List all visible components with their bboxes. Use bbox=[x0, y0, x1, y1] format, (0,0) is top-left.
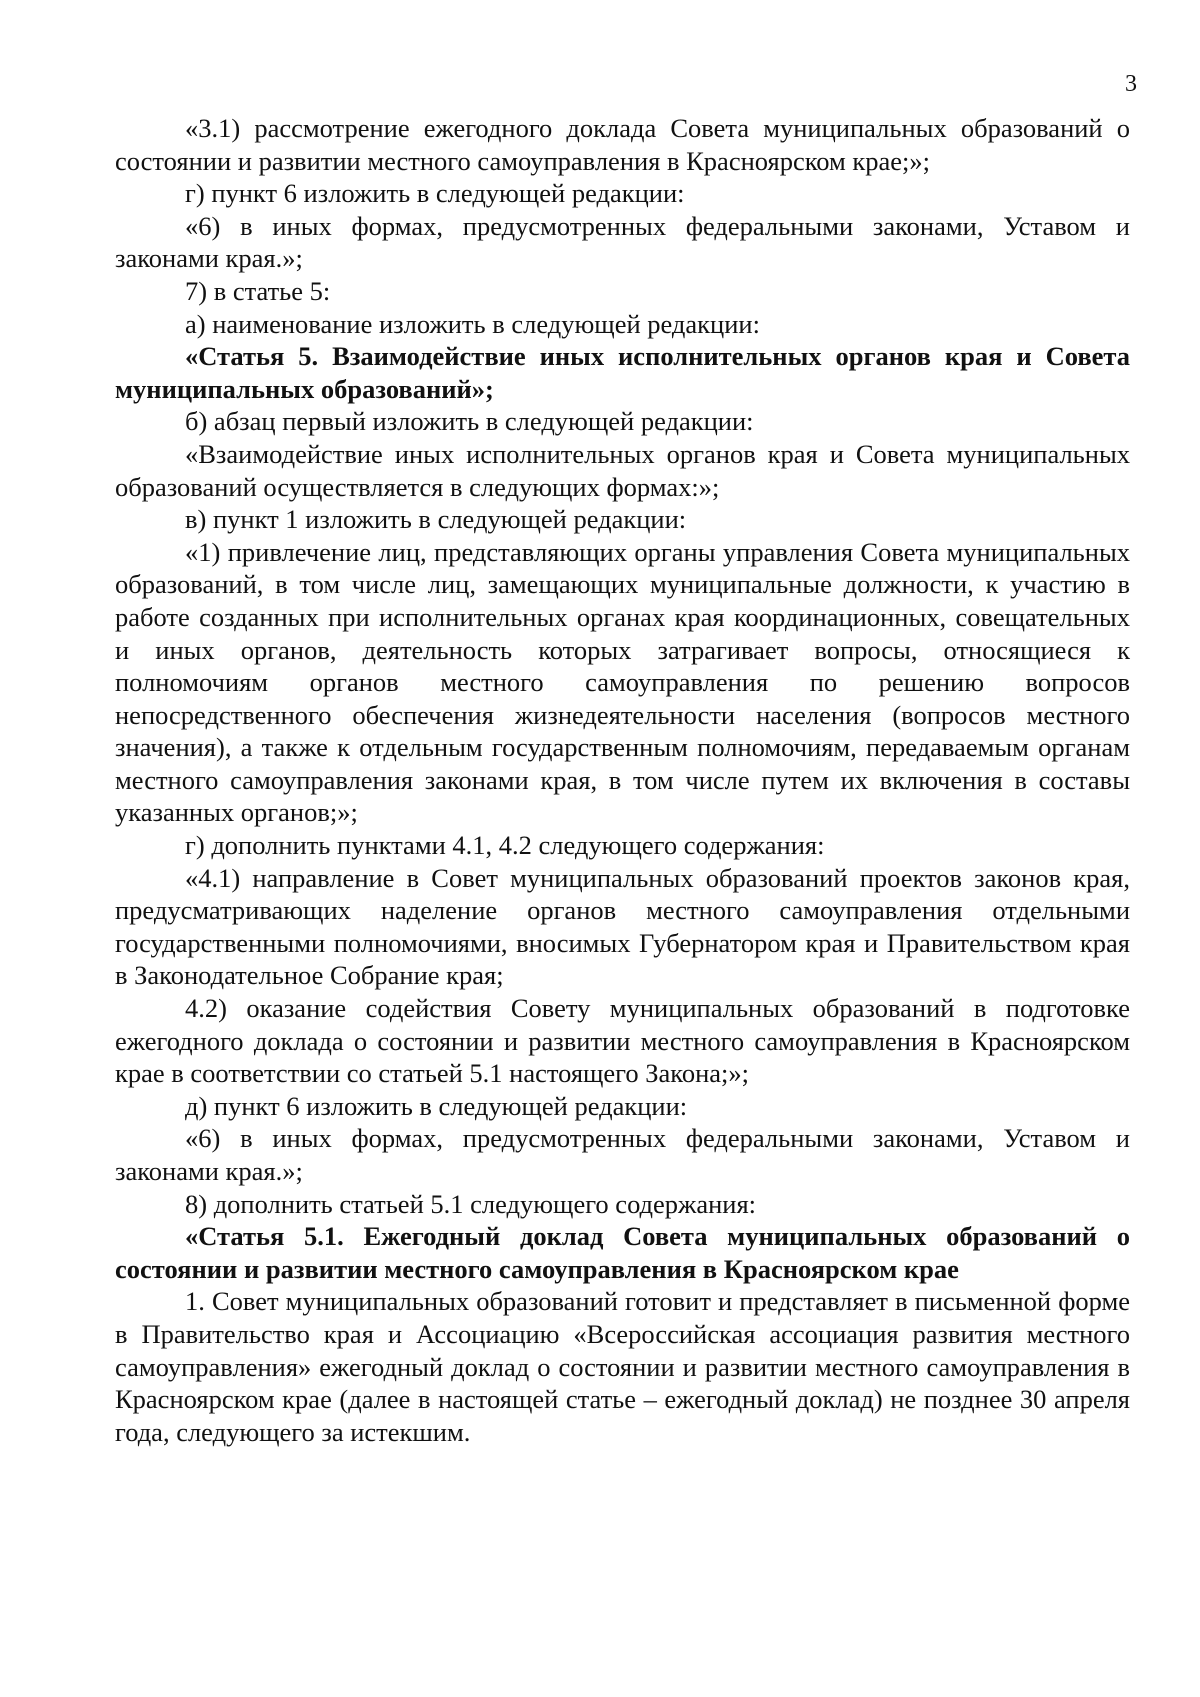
paragraph: 4.2) оказание содействия Совету муниципальных образований в подготовке ежегодного доклада о состоянии и развитии местного самоуправления в Красноярском крае в соответствии со статьей 5.1 настоящего Закона;»; bbox=[115, 993, 1130, 1089]
paragraph: д) пункт 6 изложить в следующей редакции: bbox=[185, 1090, 688, 1121]
article-heading: «Статья 5. Взаимодействие иных исполнительных органов края и Совета муниципальных образований»; bbox=[115, 341, 1130, 404]
paragraph: «6) в иных формах, предусмотренных федеральными законами, Уставом и законами края.»; bbox=[115, 1123, 1130, 1186]
paragraph: «1) привлечение лиц, представляющих органы управления Совета муниципальных образований, в том числе лиц, замещающих муниципальные должности, к участию в работе созданных при исполнительных органах края координационных, совещательных и иных органов, деятельность которых затрагивает вопросы, относящиеся к полномочиям органов местного самоуправления по решению вопросов непосредственного обеспечения жизнедеятельности населения (вопросов местного значения), а также к отдельным государственным полномочиям, передаваемым органам местного самоуправления законами края, в том числе путем их включения в составы указанных органов;»; bbox=[115, 536, 1130, 828]
paragraph: а) наименование изложить в следующей редакции: bbox=[185, 308, 760, 339]
paragraph: г) пункт 6 изложить в следующей редакции: bbox=[185, 178, 685, 209]
page-number: 3 bbox=[1125, 71, 1137, 97]
paragraph: б) абзац первый изложить в следующей редакции: bbox=[185, 406, 754, 437]
paragraph: г) дополнить пунктами 4.1, 4.2 следующего содержания: bbox=[185, 830, 825, 861]
paragraph: 1. Совет муниципальных образований готовит и представляет в письменной форме в Правительство края и Ассоциацию «Всероссийская ассоциация развития местного самоуправления» ежегодный доклад о состоянии и развитии местного самоуправления в Красноярском крае (далее в настоящей статье – ежегодный доклад) не позднее 30 апреля года, следующего за истекшим. bbox=[115, 1286, 1130, 1447]
paragraph: в) пункт 1 изложить в следующей редакции: bbox=[185, 504, 687, 535]
paragraph: «4.1) направление в Совет муниципальных образований проектов законов края, предусматривающих наделение органов местного самоуправления отдельными государственными полномочиями, вносимых Губернатором края и Правительством края в Законодательное Собрание края; bbox=[115, 862, 1130, 991]
paragraph: «Взаимодействие иных исполнительных органов края и Совета муниципальных образований осуществляется в следующих формах:»; bbox=[115, 438, 1130, 502]
paragraph: 8) дополнить статьей 5.1 следующего содержания: bbox=[185, 1188, 757, 1219]
paragraph: «3.1) рассмотрение ежегодного доклада Совета муниципальных образований о состоянии и развитии местного самоуправления в Красноярском крае;»; bbox=[115, 113, 1130, 176]
paragraph: «6) в иных формах, предусмотренных федеральными законами, Уставом и законами края.»; bbox=[115, 210, 1130, 274]
document-body bbox=[115, 112, 1130, 1448]
paragraph: 7) в статье 5: bbox=[185, 275, 331, 306]
article-heading: «Статья 5.1. Ежегодный доклад Совета муниципальных образований о состоянии и развитии местного самоуправления в Красноярском крае bbox=[115, 1221, 1130, 1284]
